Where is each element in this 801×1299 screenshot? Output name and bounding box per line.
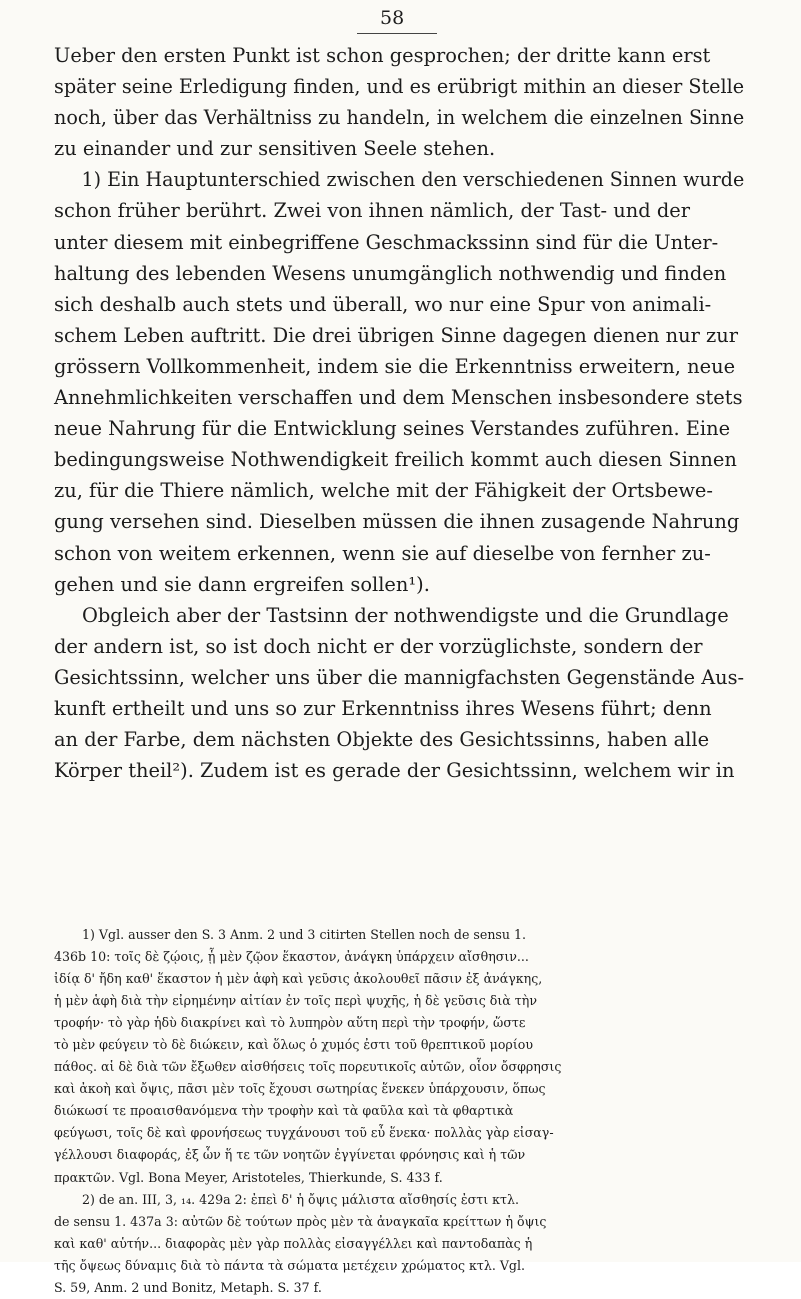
footnote-line: καὶ καθ' αὑτήν... διαφορὰς μὲν γὰρ πολλὰς εἰσαγγέλλει καὶ παντοδαπὰς ἡ — [54, 1235, 533, 1251]
text-line: zu, für die Thiere nämlich, welche mit der Fähigkeit der Ortsbewe- — [54, 479, 713, 503]
text-line: bedingungsweise Nothwendigkeit freilich kommt auch diesen Sinnen — [54, 448, 737, 472]
text-line: sich deshalb auch stets und überall, wo nur eine Spur von animali- — [54, 292, 712, 316]
text-line: noch, über das Verhältniss zu handeln, in welchem die einzelnen Sinne — [54, 106, 745, 130]
text-line: unter diesem mit einbegriffene Geschmackssinn sind für die Unter- — [54, 230, 719, 254]
text-line: gung versehen sind. Dieselben müssen die ihnen zusagende Nahrung — [54, 510, 740, 534]
text-line: Obgleich aber der Tastsinn der nothwendigste und die Grundlage — [82, 603, 729, 627]
footnote-line: καὶ ἀκοὴ καὶ ὄψις, πᾶσι μὲν τοῖς ἔχουσι σωτηρίας ἕνεκεν ὑπάρχουσιν, ὅπως — [54, 1081, 546, 1097]
footnote-line: τὸ μὲν φεύγειν τὸ δὲ διώκειν, καὶ ὅλως ὁ χυμός ἐστι τοῦ θρεπτικοῦ μορίου — [54, 1037, 534, 1053]
page-number-rule — [357, 33, 437, 34]
footnote-line: 436b 10: τοῖς δὲ ζῴοις, ᾗ μὲν ζῷον ἕκαστον, ἀνάγκη ὑπάρχειν αἴσθησιν... — [54, 949, 529, 965]
footnote-line: φεύγωσι, τοῖς δὲ καὶ φρονήσεως τυγχάνουσι τοῦ εὖ ἕνεκα· πολλὰς γὰρ εἰσαγ- — [54, 1125, 554, 1141]
text-line: gehen und sie dann ergreifen sollen¹). — [54, 572, 430, 596]
text-line: an der Farbe, dem nächsten Objekte des Gesichtssinns, haben alle — [54, 728, 710, 752]
footnote-line: ἰδίᾳ δ' ἤδη καθ' ἕκαστον ἡ μὲν ἁφὴ καὶ γεῦσις ἀκολουθεῖ πᾶσιν ἐξ ἀνάγκης, — [54, 971, 543, 987]
page-number: 58 — [380, 7, 405, 29]
footnote-line: ἡ μὲν ἁφὴ διὰ τὴν εἰρημένην αἰτίαν ἐν τοῖς περὶ ψυχῆς, ἡ δὲ γεῦσις διὰ τὴν — [54, 993, 537, 1009]
footnote-line: τροφήν· τὸ γὰρ ἡδὺ διακρίνει καὶ τὸ λυπηρὸν αὕτη περὶ τὴν τροφήν, ὥστε — [54, 1015, 526, 1031]
footnotes — [54, 924, 749, 1299]
text-line: zu einander und zur sensitiven Seele stehen. — [54, 137, 496, 161]
text-line: schem Leben auftritt. Die drei übrigen Sinne dagegen dienen nur zur — [54, 323, 739, 347]
footnote-line: πάθος. αἱ δὲ διὰ τῶν ἔξωθεν αἰσθήσεις τοῖς πορευτικοῖς αὐτῶν, οἷον ὄσφρησις — [54, 1059, 562, 1075]
footnote-line: de sensu 1. 437a 3: αὐτῶν δὲ τούτων πρὸς μὲν τὰ ἀναγκαῖα κρείττων ἡ ὄψις — [54, 1213, 547, 1229]
footnote-line: διώκωσί τε προαισθανόμενα τὴν τροφὴν καὶ τὰ φαῦλα καὶ τὰ φθαρτικὰ — [54, 1103, 514, 1119]
footnote-line: 1) Vgl. ausser den S. 3 Anm. 2 und 3 citirten Stellen noch de sensu 1. — [82, 927, 527, 942]
text-line: grössern Vollkommenheit, indem sie die Erkenntniss erweitern, neue — [54, 354, 736, 378]
text-line: kunft ertheilt und uns so zur Erkenntniss ihres Wesens führt; denn — [54, 696, 712, 720]
text-line: Körper theil²). Zudem ist es gerade der Gesichtssinn, welchem wir in — [54, 759, 735, 783]
text-line: Ueber den ersten Punkt ist schon gesprochen; der dritte kann erst — [54, 44, 711, 67]
text-line: Gesichtssinn, welcher uns über die mannigfachsten Gegenstände Aus- — [54, 665, 745, 689]
footnote-line: πρακτῶν. Vgl. Bona Meyer, Aristoteles, Thierkunde, S. 433 f. — [54, 1169, 443, 1185]
text-line: der andern ist, so ist doch nicht er der vorzüglichste, sondern der — [54, 634, 703, 658]
footnote-line: S. 59, Anm. 2 und Bonitz, Metaph. S. 37 f. — [54, 1279, 322, 1295]
text-line: schon früher berührt. Zwei von ihnen nämlich, der Tast- und der — [54, 199, 690, 223]
text-line: neue Nahrung für die Entwicklung seines Verstandes zuführen. Eine — [54, 417, 731, 441]
main-text — [54, 40, 744, 786]
text-line: haltung des lebenden Wesens unumgänglich nothwendig und finden — [54, 261, 727, 285]
text-line: schon von weitem erkennen, wenn sie auf dieselbe von fernher zu- — [54, 541, 711, 565]
text-line: Annehmlichkeiten verschaffen und dem Menschen insbesondere stets — [54, 386, 743, 410]
footnote-line: τῆς ὄψεως δύναμις διὰ τὸ πάντα τὰ σώματα μετέχειν χρώματος κτλ. Vgl. — [54, 1257, 526, 1273]
text-line: später seine Erledigung finden, und es erübrigt mithin an dieser Stelle — [54, 75, 745, 99]
footnote-line: γέλλουσι διαφοράς, ἐξ ὧν ἥ τε τῶν νοητῶν ἐγγίνεται φρόνησις καὶ ἡ τῶν — [54, 1147, 526, 1163]
footnote-line: 2) de an. III, 3, ₁₄. 429a 2: ἐπεὶ δ' ἡ ὄψις μάλιστα αἴσθησίς ἐστι κτλ. — [82, 1191, 520, 1207]
text-line: 1) Ein Hauptunterschied zwischen den verschiedenen Sinnen wurde — [81, 168, 745, 192]
